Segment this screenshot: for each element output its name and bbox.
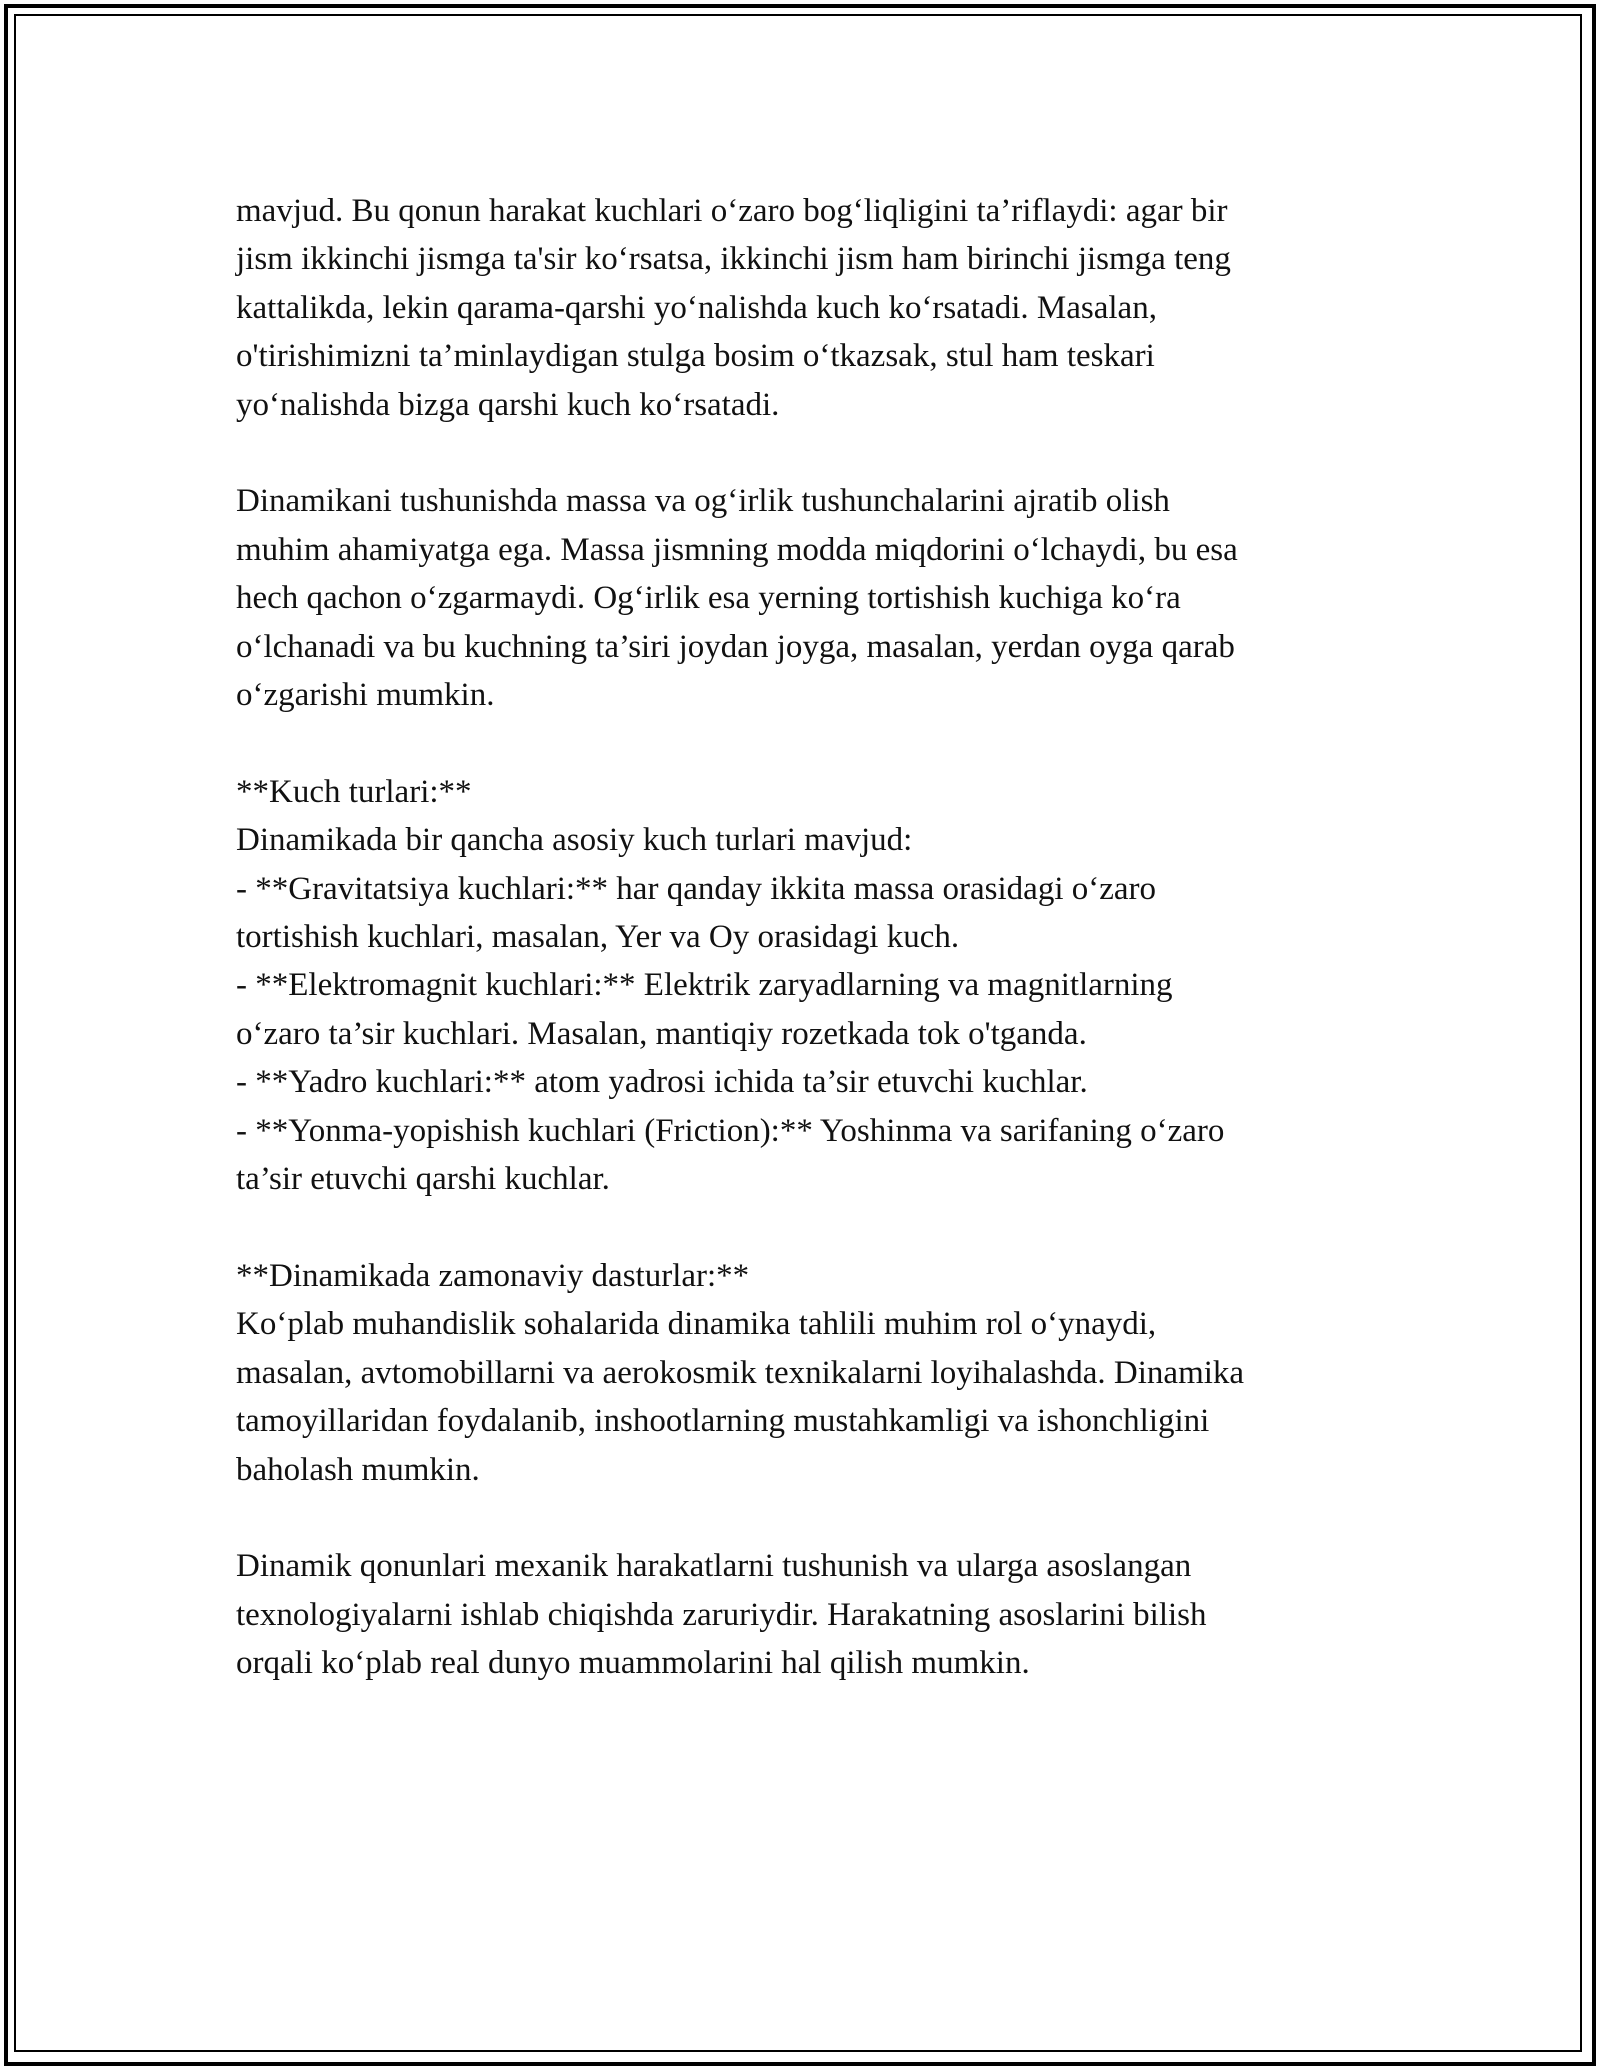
text-line: kattalikda, lekin qarama-qarshi yo‘nalishda kuch ko‘rsatadi. Masalan, <box>236 289 1157 326</box>
text-line: tamoyillaridan foydalanib, inshootlarning mustahkamligi va ishonchligini <box>236 1403 1210 1440</box>
paragraph-mass-weight <box>236 477 1376 719</box>
paragraph-newtons-third-law <box>236 187 1376 429</box>
document-body <box>236 187 1376 1688</box>
text-line: o‘zgarishi mumkin. <box>236 677 495 714</box>
text-line: mavjud. Bu qonun harakat kuchlari o‘zaro bog‘liqligini ta’riflaydi: agar bir <box>236 193 1228 229</box>
text-line: Dinamikani tushunishda massa va og‘irlik tushunchalarini ajratib olish <box>236 483 1170 520</box>
text-line: o‘zaro ta’sir kuchlari. Masalan, mantiqiy rozetkada tok o'tganda. <box>236 1015 1087 1052</box>
text-line: baholash mumkin. <box>236 1451 480 1488</box>
text-line: muhim ahamiyatga ega. Massa jismning modda miqdorini o‘lchaydi, bu esa <box>236 531 1238 568</box>
paragraph-conclusion <box>236 1542 1376 1687</box>
text-line: orqali ko‘plab real dunyo muammolarini hal qilish mumkin. <box>236 1645 1030 1682</box>
text-line: o'tirishimizni ta’minlaydigan stulga bosim o‘tkazsak, stul ham teskari <box>236 338 1155 375</box>
text-line: yo‘nalishda bizga qarshi kuch ko‘rsatadi. <box>236 386 780 423</box>
text-line: masalan, avtomobillarni va aerokosmik texnikalarni loyihalashda. Dinamika <box>236 1354 1245 1391</box>
list-item: - **Elektromagnit kuchlari:** Elektrik zaryadlarning va magnitlarning <box>236 967 1173 1004</box>
paragraph-force-types <box>236 768 1376 1204</box>
text-line: o‘lchanadi va bu kuchning ta’siri joydan joyga, masalan, yerdan oyga qarab <box>236 628 1235 665</box>
text-line: jism ikkinchi jismga ta'sir ko‘rsatsa, ikkinchi jism ham birinchi jismga teng <box>236 241 1231 278</box>
list-item: - **Yonma-yopishish kuchlari (Friction):** Yoshinma va sarifaning o‘zaro <box>236 1112 1225 1149</box>
text-line: hech qachon o‘zgarmaydi. Og‘irlik esa yerning tortishish kuchiga ko‘ra <box>236 580 1181 617</box>
section-heading: **Dinamikada zamonaviy dasturlar:** <box>236 1257 750 1294</box>
text-line: Dinamikada bir qancha asosiy kuch turlari mavjud: <box>236 822 913 859</box>
list-item: - **Yadro kuchlari:** atom yadrosi ichida ta’sir etuvchi kuchlar. <box>236 1064 1088 1101</box>
text-line: texnologiyalarni ishlab chiqishda zaruriydir. Harakatning asoslarini bilish <box>236 1596 1207 1633</box>
text-line: Ko‘plab muhandislik sohalarida dinamika tahlili muhim rol o‘ynaydi, <box>236 1306 1157 1343</box>
text-line: Dinamik qonunlari mexanik harakatlarni tushunish va ularga asoslangan <box>236 1548 1192 1585</box>
paragraph-modern-applications <box>236 1252 1376 1494</box>
text-line: ta’sir etuvchi qarshi kuchlar. <box>236 1161 610 1198</box>
text-line: tortishish kuchlari, masalan, Yer va Oy orasidagi kuch. <box>236 919 960 956</box>
list-item: - **Gravitatsiya kuchlari:** har qanday ikkita massa orasidagi o‘zaro <box>236 870 1157 907</box>
section-heading: **Kuch turlari:** <box>236 773 472 810</box>
